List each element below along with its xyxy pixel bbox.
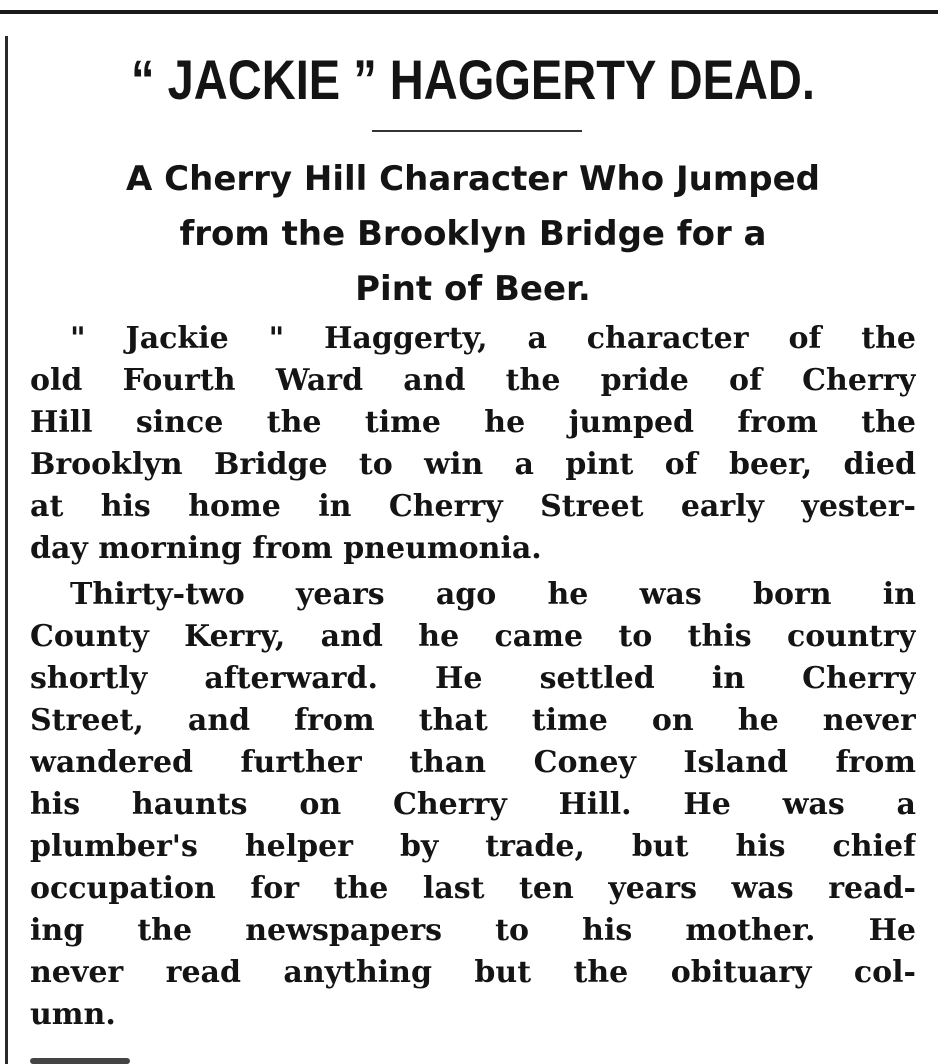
body-line: occupation for the last ten years was read- bbox=[30, 871, 916, 906]
headline-divider bbox=[372, 130, 582, 132]
body-line: ing the newspapers to his mother. He bbox=[30, 913, 916, 948]
body-line: County Kerry, and he came to this country bbox=[30, 619, 916, 654]
deck-line: Pint of Beer. bbox=[355, 269, 591, 309]
deck-line: A Cherry Hill Character Who Jumped bbox=[126, 159, 820, 199]
deck-line: from the Brooklyn Bridge for a bbox=[179, 214, 767, 254]
body-line: day morning from pneumonia. bbox=[30, 531, 542, 566]
article-deck bbox=[30, 152, 916, 317]
body-line: at his home in Cherry Street early yester- bbox=[30, 489, 916, 524]
article-body bbox=[30, 318, 916, 1036]
body-line: Thirty-two years ago he was born in bbox=[70, 577, 916, 612]
body-line: never read anything but the obituary col- bbox=[30, 955, 916, 990]
body-line: his haunts on Cherry Hill. He was a bbox=[30, 787, 916, 822]
body-line: plumber's helper by trade, but his chief bbox=[30, 829, 916, 864]
body-line: Street, and from that time on he never bbox=[30, 703, 916, 738]
body-line: Hill since the time he jumped from the bbox=[30, 405, 916, 440]
body-line: umn. bbox=[30, 997, 116, 1032]
left-column-rule bbox=[5, 36, 8, 1064]
body-line: Brooklyn Bridge to win a pint of beer, died bbox=[30, 447, 916, 482]
body-line: old Fourth Ward and the pride of Cherry bbox=[30, 363, 916, 398]
body-line: wandered further than Coney Island from bbox=[30, 745, 916, 780]
body-line: shortly afterward. He settled in Cherry bbox=[30, 661, 916, 696]
cut-off-next-line bbox=[30, 1050, 150, 1064]
article-headline: “ JACKIE ” HAGGERTY DEAD. bbox=[131, 48, 815, 111]
article-column bbox=[30, 0, 916, 1064]
body-line: " Jackie " Haggerty, a character of the bbox=[70, 321, 916, 356]
